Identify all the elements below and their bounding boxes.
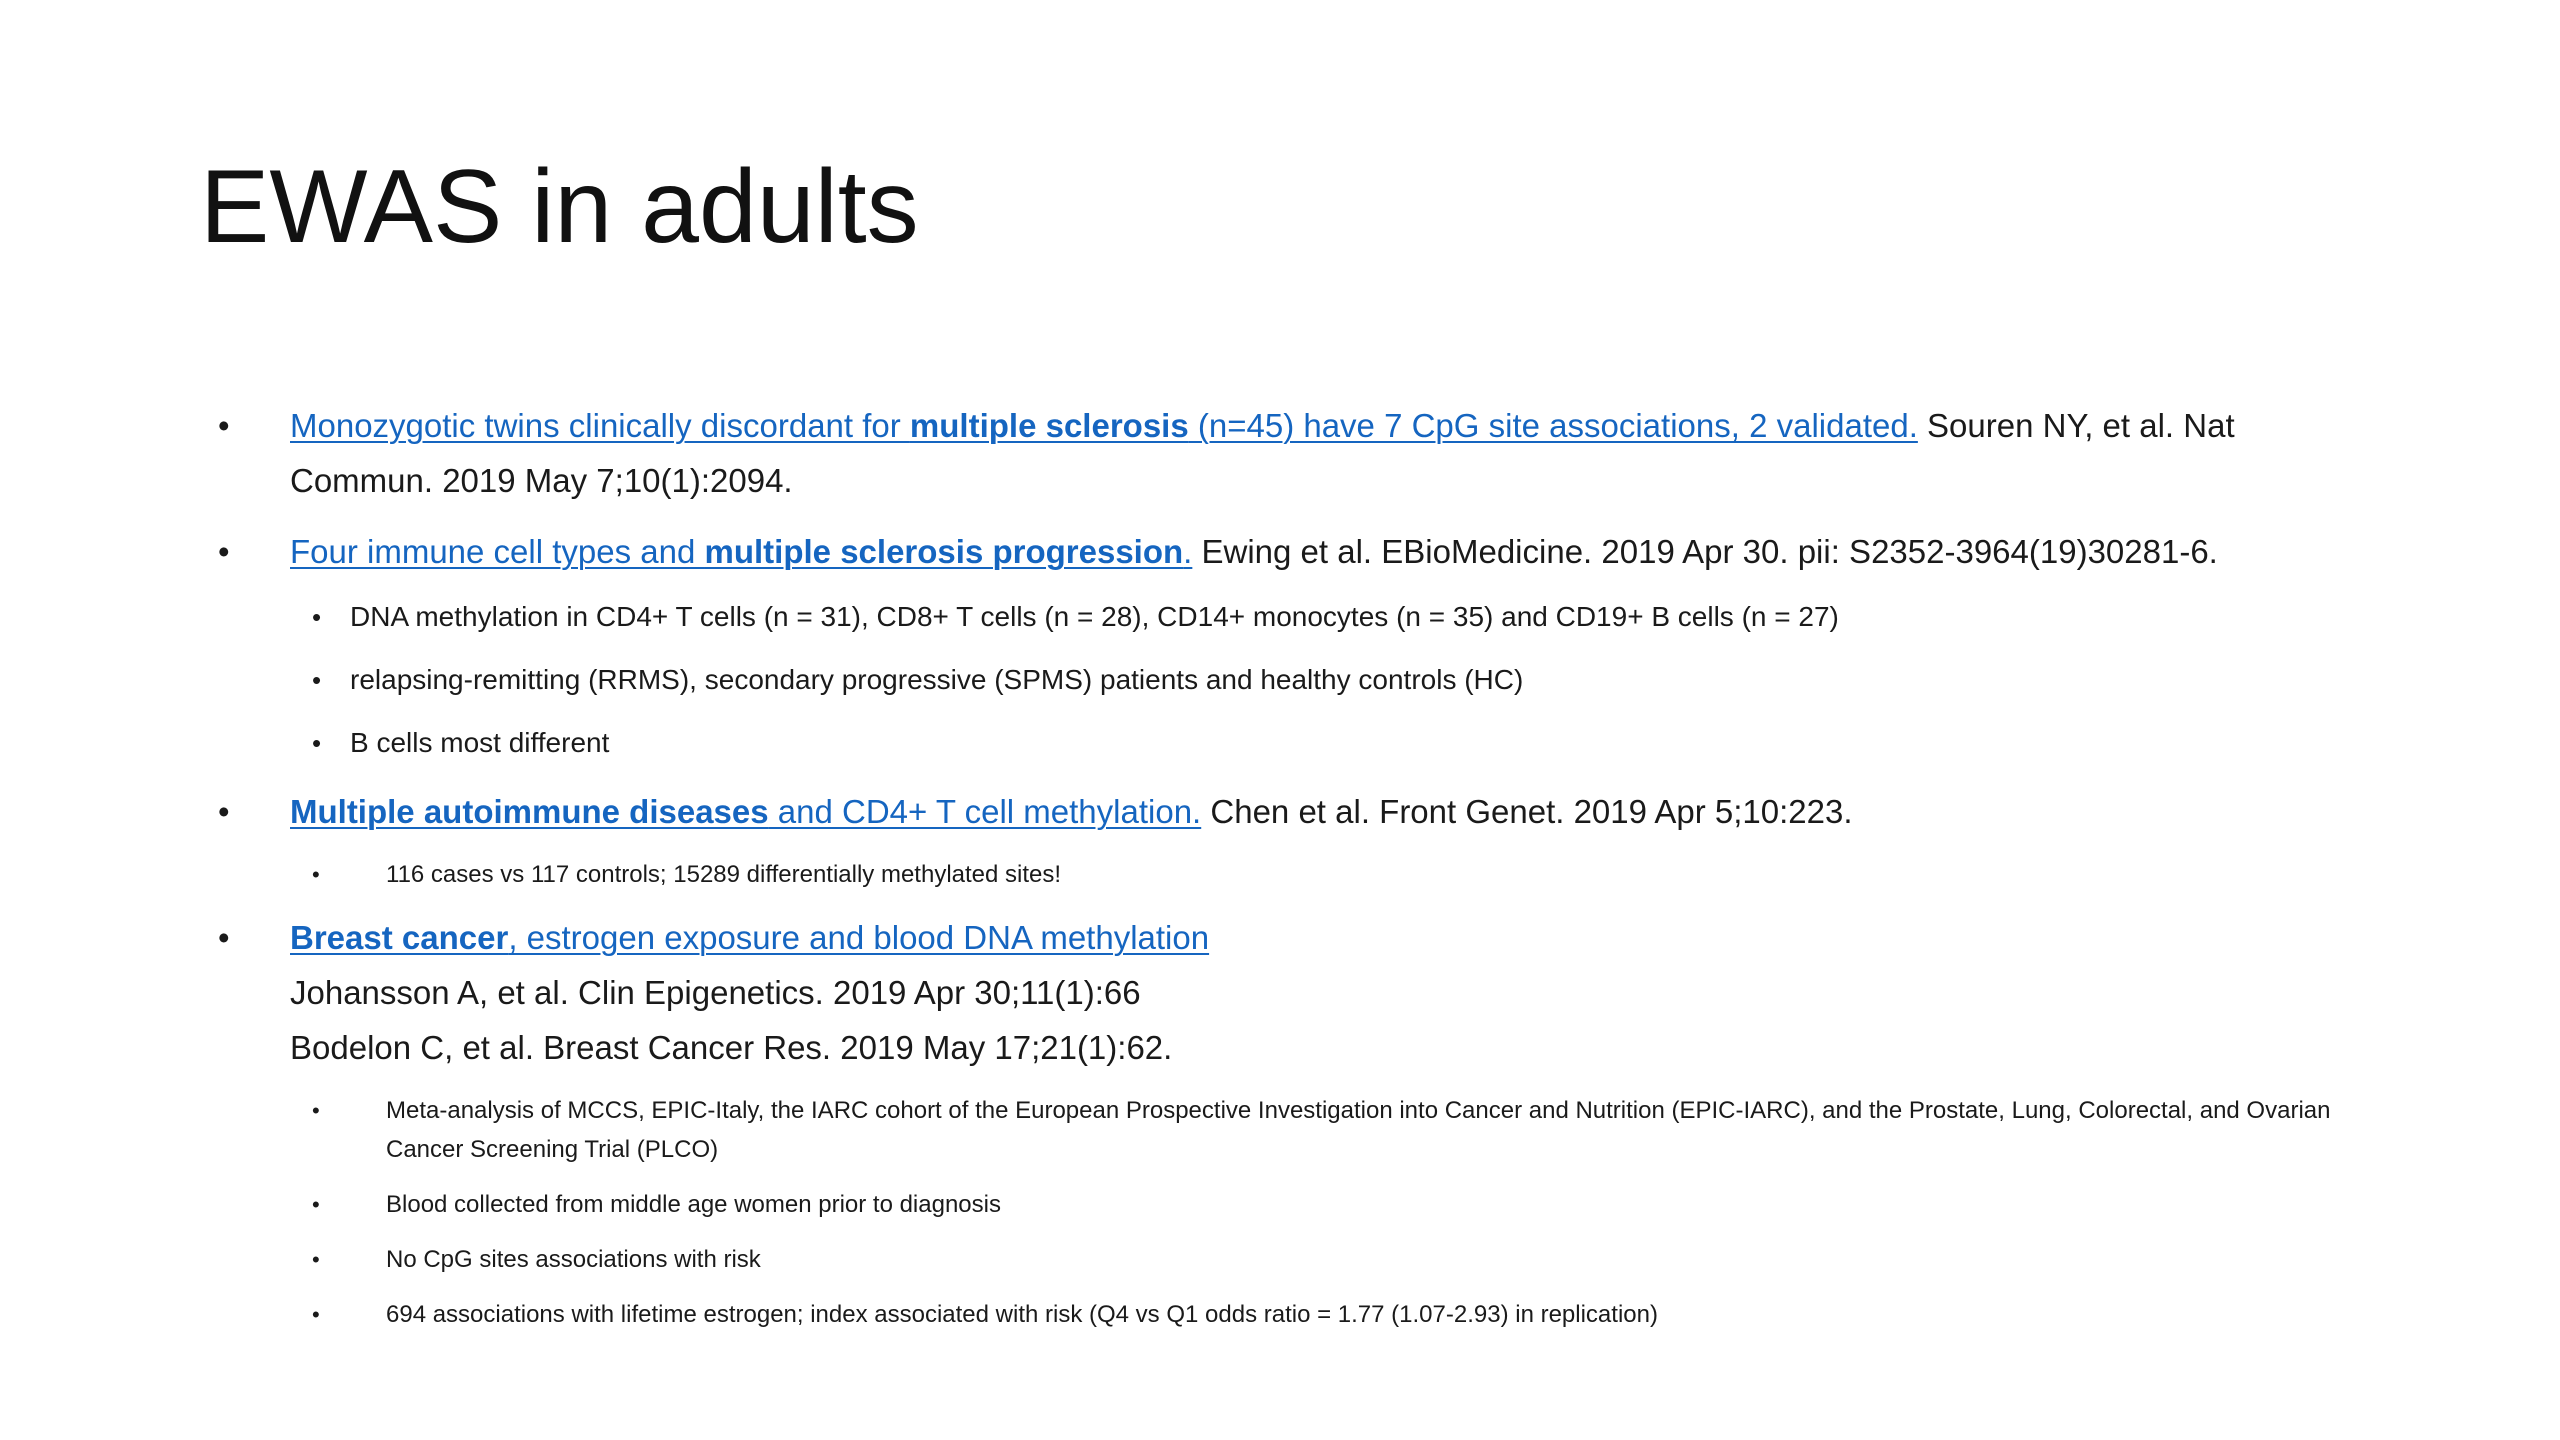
sub-list-item xyxy=(200,855,2380,894)
sub-item-text: No CpG sites associations with risk xyxy=(386,1246,761,1273)
sub-list-item xyxy=(200,595,2380,639)
bullet-icon: • xyxy=(218,793,230,830)
sub-list-item xyxy=(200,1091,2380,1169)
bullet-icon: • xyxy=(312,1098,320,1123)
bullet-icon: • xyxy=(312,665,322,695)
link-text-bold: Multiple autoimmune diseases xyxy=(290,793,769,830)
bullet-icon: • xyxy=(312,602,322,632)
citation: Johansson A, et al. Clin Epigenetics. 2019 Apr 30;11(1):66 xyxy=(290,974,1141,1011)
link-text: and CD4+ T cell methylation. xyxy=(768,793,1202,830)
bullet-icon: • xyxy=(312,1192,320,1217)
link-text: (n=45) have 7 CpG site associations, 2 validated. xyxy=(1188,407,1918,444)
bullet-icon: • xyxy=(312,1302,320,1327)
sub-item-text: Blood collected from middle age women prior to diagnosis xyxy=(386,1191,1001,1218)
list-item xyxy=(200,524,2380,579)
article-link-ms-twins[interactable] xyxy=(290,407,1918,444)
list-item xyxy=(200,784,2380,839)
sub-list-item xyxy=(200,1240,2380,1279)
citation: Ewing et al. EBioMedicine. 2019 Apr 30. pii: S2352-3964(19)30281-6. xyxy=(1192,533,2218,570)
sub-item-text: 694 associations with lifetime estrogen; index associated with risk (Q4 vs Q1 odds ratio = 1.77 (1.07-2.93) in replication) xyxy=(386,1301,1658,1328)
bullet-icon: • xyxy=(312,862,320,887)
sub-list-item xyxy=(200,1185,2380,1224)
bullet-icon: • xyxy=(218,407,230,444)
citation: Bodelon C, et al. Breast Cancer Res. 2019 May 17;21(1):62. xyxy=(290,1029,1173,1066)
list-item xyxy=(200,398,2380,508)
article-link-breast-cancer[interactable] xyxy=(290,919,1209,956)
sub-item-text: B cells most different xyxy=(350,727,610,758)
sub-item-text: DNA methylation in CD4+ T cells (n = 31), CD8+ T cells (n = 28), CD14+ monocytes (n = 35) and CD19+ B cells (n = 27) xyxy=(350,601,1839,632)
citation: Chen et al. Front Genet. 2019 Apr 5;10:223. xyxy=(1201,793,1853,830)
link-text-bold: Breast cancer xyxy=(290,919,509,956)
citation: Souren NY, et al. Nat Commun. 2019 May 7;10(1):2094. xyxy=(290,407,2235,499)
bullet-icon: • xyxy=(218,919,230,956)
bullet-icon: • xyxy=(312,728,322,758)
bullet-icon: • xyxy=(218,533,230,570)
sub-list-item xyxy=(200,658,2380,702)
sub-list-item xyxy=(200,1295,2380,1334)
bullet-list xyxy=(200,398,2380,1350)
sub-item-text: Meta-analysis of MCCS, EPIC-Italy, the IARC cohort of the European Prospective Investigation into Cancer and Nutrition (EPIC-IARC), and the Prostate, Lung, Colorectal, and Ovarian Cancer Screening Trial (PLCO) xyxy=(386,1097,2331,1163)
sub-list-item xyxy=(200,721,2380,765)
article-link-ms-progression[interactable] xyxy=(290,533,1192,570)
link-text: , estrogen exposure and blood DNA methylation xyxy=(508,919,1210,956)
link-text: Four immune cell types and xyxy=(290,533,705,570)
link-text: . xyxy=(1183,533,1193,570)
link-text-bold: multiple sclerosis progression xyxy=(704,533,1184,570)
link-text-bold: multiple sclerosis xyxy=(909,407,1189,444)
link-text: Monozygotic twins clinically discordant for xyxy=(290,407,910,444)
list-item xyxy=(200,910,2380,1075)
slide-title: EWAS in adults xyxy=(200,149,919,265)
bullet-icon: • xyxy=(312,1247,320,1272)
sub-item-text: 116 cases vs 117 controls; 15289 differentially methylated sites! xyxy=(386,861,1062,888)
sub-item-text: relapsing-remitting (RRMS), secondary progressive (SPMS) patients and healthy controls (HC) xyxy=(350,664,1524,695)
article-link-autoimmune[interactable] xyxy=(290,793,1201,830)
